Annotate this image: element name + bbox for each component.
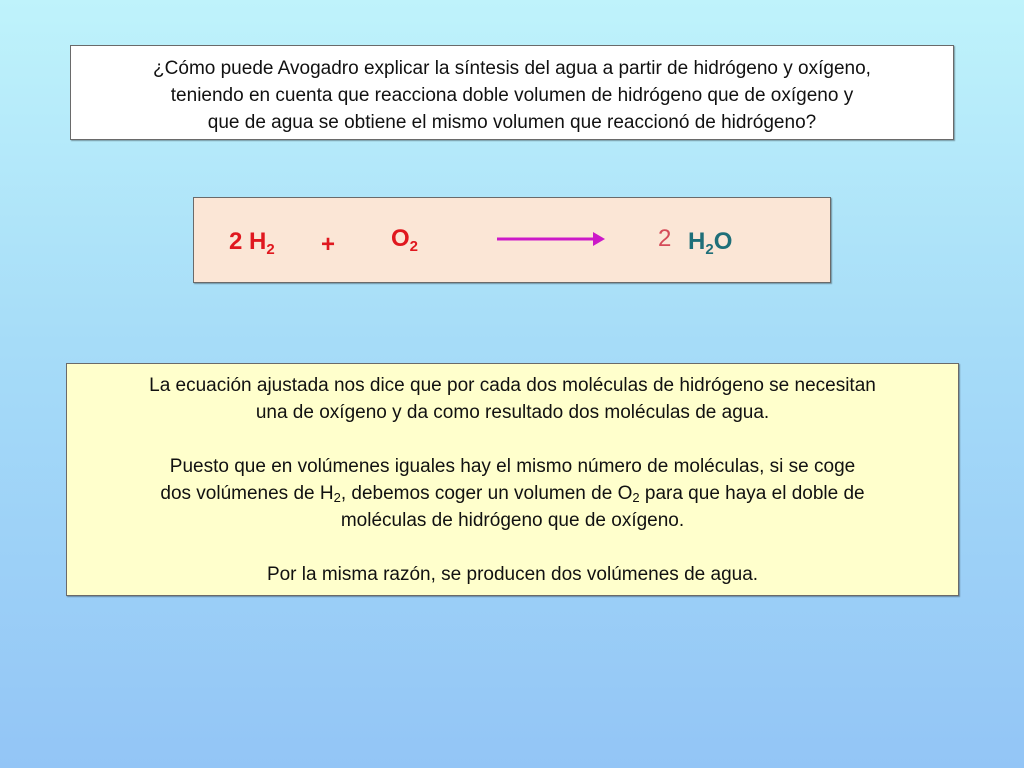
reactant-hydrogen-text: 2 H xyxy=(229,228,267,255)
product-coefficient: 2 xyxy=(658,225,672,252)
plus-sign: + xyxy=(321,231,336,258)
question-line-2: teniendo en cuenta que reacciona doble volumen de hidrógeno que de oxígeno y xyxy=(170,85,854,106)
reactant-oxygen-subscript: 2 xyxy=(409,238,419,255)
explanation-p2-line-2c: para que haya el doble de xyxy=(639,483,865,504)
explanation-p2-line-2a: dos volúmenes de H xyxy=(160,483,334,504)
explanation-h2-subscript: 2 xyxy=(333,490,341,505)
reactant-oxygen xyxy=(391,225,418,255)
product-water-o: O xyxy=(713,228,733,255)
explanation-p1-line-1: La ecuación ajustada nos dice que por cada dos moléculas de hidrógeno se necesitan xyxy=(149,375,876,396)
product-water-h: H xyxy=(688,228,706,255)
reactant-hydrogen xyxy=(229,228,275,258)
equation-box xyxy=(193,197,831,283)
explanation-paragraph-1 xyxy=(67,372,958,426)
question-line-3: que de agua se obtiene el mismo volumen que reaccionó de hidrógeno? xyxy=(207,112,817,133)
explanation-paragraph-2 xyxy=(67,453,958,534)
explanation-p1-line-2: una de oxígeno y da como resultado dos moléculas de agua. xyxy=(255,402,770,423)
question-box xyxy=(70,45,954,140)
explanation-p2-line-2b: , debemos coger un volumen de O xyxy=(340,483,633,504)
question-line-1: ¿Cómo puede Avogadro explicar la síntesis del agua a partir de hidrógeno y oxígeno, xyxy=(153,58,871,79)
explanation-paragraph-3: Por la misma razón, se producen dos volúmenes de agua. xyxy=(266,564,759,585)
explanation-p2-line-1: Puesto que en volúmenes iguales hay el mismo número de moléculas, si se coge xyxy=(169,456,856,477)
product-water xyxy=(688,228,732,258)
reactant-oxygen-text: O xyxy=(391,225,410,252)
explanation-box xyxy=(66,363,959,596)
explanation-p2-line-3: moléculas de hidrógeno que de oxígeno. xyxy=(340,510,685,531)
reactant-hydrogen-subscript: 2 xyxy=(266,241,275,258)
explanation-o2-subscript: 2 xyxy=(632,490,640,505)
product-water-subscript: 2 xyxy=(705,241,714,258)
reaction-arrow-icon xyxy=(497,229,607,249)
